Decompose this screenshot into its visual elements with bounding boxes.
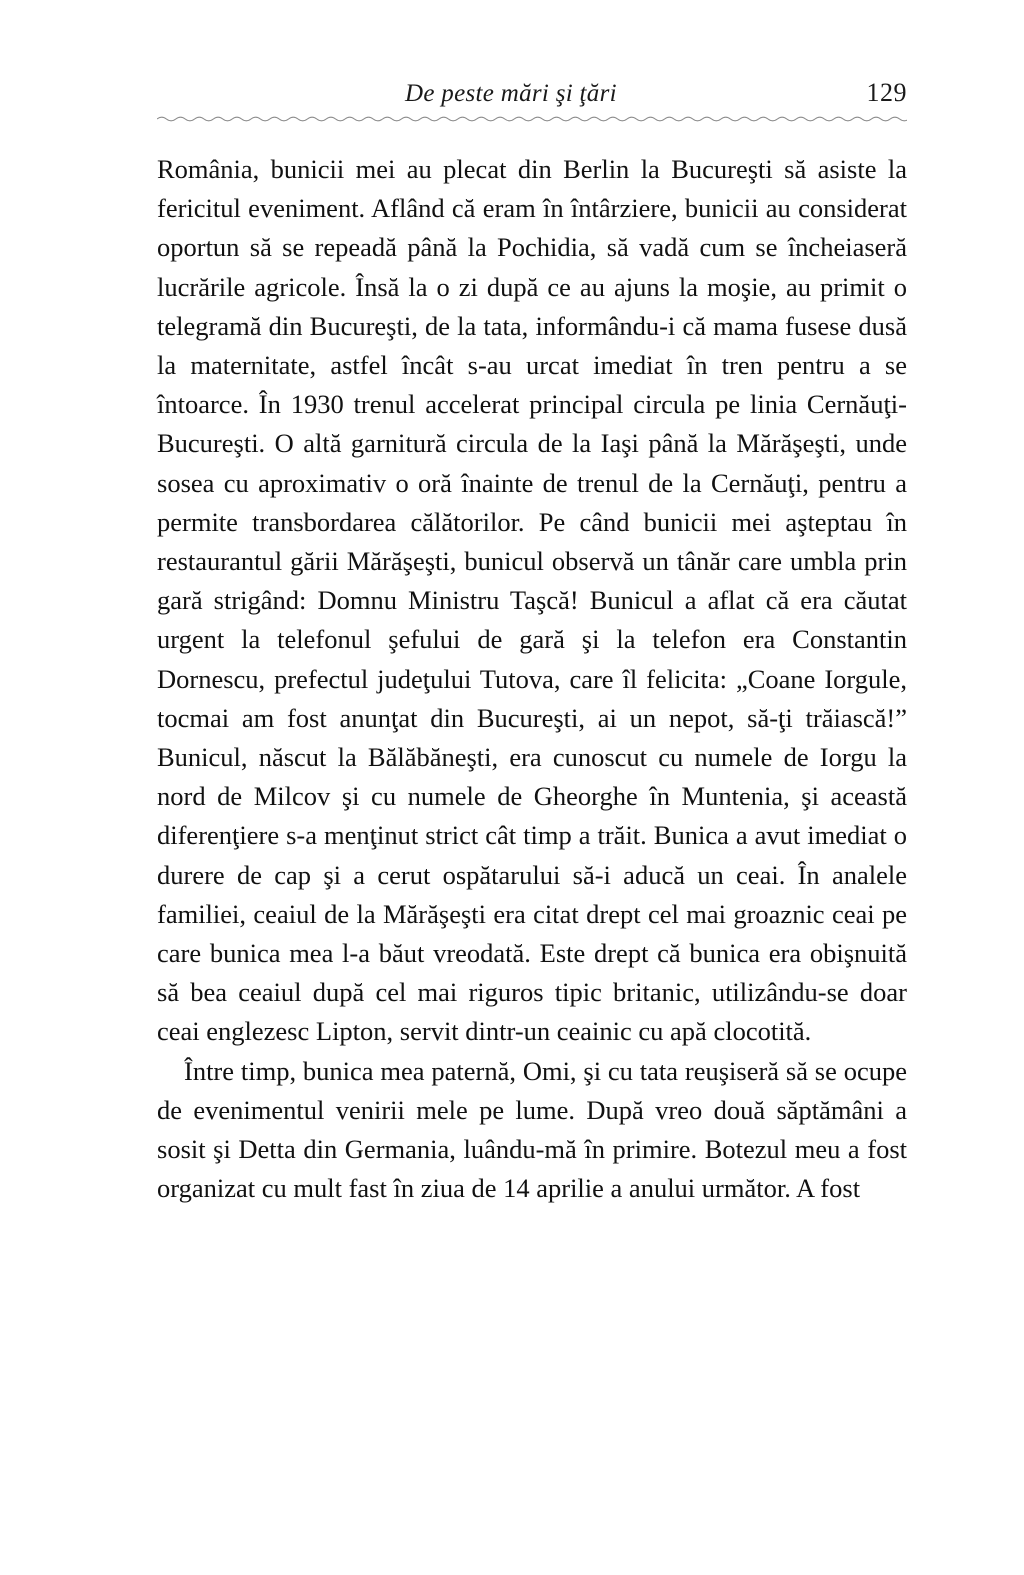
- running-head-title: De peste mări şi ţări: [405, 80, 617, 107]
- running-head: [157, 78, 907, 112]
- paragraph: Între timp, bunica mea paternă, Omi, şi cu tata reuşiseră să se ocupe de evenimentul venirii mele pe lume. După vreo două săptămâni a sosit şi Detta din Germania, luându-mă în primire. Botezul meu a fost organizat cu mult fast în ziua de 14 aprilie a anului următor. A fost: [157, 1055, 907, 1204]
- wavy-divider-rule: [157, 114, 907, 124]
- body-text-block: [157, 150, 907, 1208]
- paragraph: România, bunicii mei au plecat din Berlin la Bucureşti să asiste la fericitul eveniment. Aflând că eram în întârziere, bunicii au considerat oportun să se repeadă până la Pochidia, să vadă cum se încheiaseră lucrările agricole. Însă la o zi după ce au ajuns la moşie, au primit o telegramă din Bucureşti, de la tata, informându-i că mama fusese dusă la maternitate, astfel încât s-au urcat imediat în tren pentru a se întoarce. În 1930 trenul accelerat principal circula pe linia Cernăuţi-Bucureşti. O altă garnitură circula de la Iaşi până la Mărăşeşti, unde sosea cu aproximativ o oră înainte de trenul de la Cernăuţi, pentru a permite transbordarea călătorilor. Pe când bunicii mei aşteptau în restaurantul gării Mărăşeşti, bunicul observă un tânăr care umbla prin gară strigând: Domnu Ministru Taşcă! Bunicul a aflat că era căutat urgent la telefonul şefului de gară şi la telefon era Constantin Dornescu, prefectul judeţului Tutova, care îl felicita: „Coane Iorgule, tocmai am fost anunţat din Bucureşti, ai un nepot, să-ţi trăiască!” Bunicul, născut la Bălăbăneşti, era cunoscut cu numele de Iorgu la nord de Milcov şi cu numele de Gheorghe în Muntenia, şi această diferenţiere s-a menţinut strict cât timp a trăit. Bunica a avut imediat o durere de cap şi a cerut ospătarului să-i aducă un ceai. În analele familiei, ceaiul de la Mărăşeşti era citat drept cel mai groaznic ceai pe care bunica mea l-a băut vreodată. Este drept că bunica era obişnuită să bea ceaiul după cel mai riguros tipic britanic, utilizându-se doar ceai englezesc Lipton, servit dintr-un ceainic cu apă clocotită.: [157, 154, 907, 1047]
- page-number: 129: [866, 78, 907, 107]
